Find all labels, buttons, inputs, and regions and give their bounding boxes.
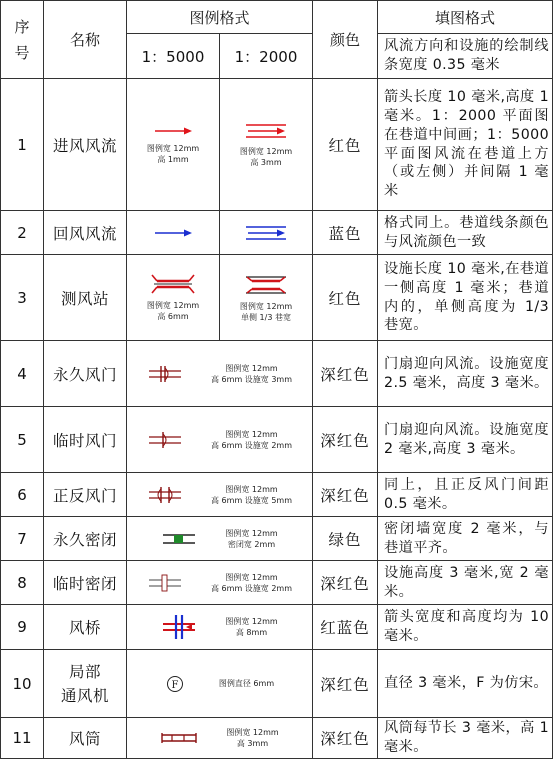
row-description: 箭头宽度和高度均为 10 毫米。 — [378, 605, 553, 650]
table-row — [1, 517, 553, 561]
table-row — [1, 605, 553, 650]
row-number: 9 — [1, 605, 44, 650]
row-number: 5 — [1, 407, 44, 473]
row-name: 风筒 — [44, 718, 127, 759]
row-number: 6 — [1, 473, 44, 517]
row-name: 风桥 — [44, 605, 127, 650]
row-number: 2 — [1, 211, 44, 255]
table-row — [1, 561, 553, 605]
row-description: 箭头长度 10 毫米,高度 1 毫米。1：2000 平面图在巷道中间画；1：5000 平面图风流在巷道上方（或左侧）并间隔 1 毫米 — [378, 79, 553, 211]
symbol-cell-merged — [127, 561, 313, 605]
table-row — [1, 407, 553, 473]
symbol-cell-2000 — [220, 255, 313, 341]
row-name: 进风风流 — [44, 79, 127, 211]
symbol-cell-merged — [127, 407, 313, 473]
table-row — [1, 255, 553, 341]
table-row — [1, 650, 553, 718]
svg-text:F: F — [171, 679, 179, 691]
row-description: 设施高度 3 毫米,宽 2 毫米。 — [378, 561, 553, 605]
measuring-station-icon — [151, 273, 195, 295]
measuring-station-large-icon — [244, 273, 288, 297]
permanent-seal-icon — [161, 531, 197, 547]
table-row — [1, 211, 553, 255]
row-name: 临时密闭 — [44, 561, 127, 605]
symbol-cell-5000 — [127, 255, 220, 341]
row-color: 绿色 — [313, 517, 378, 561]
blue-single-arrow-icon — [153, 227, 193, 239]
legend-caption: 图例宽 12mm 高 1mm — [146, 143, 200, 164]
row-color: 深红色 — [313, 473, 378, 517]
symbol-cell-2000 — [220, 79, 313, 211]
row-description: 风筒每节长 3 毫米，高 1 毫米。 — [378, 718, 553, 759]
header-fill-subtitle: 风流方向和设施的绘制线条宽度 0.35 毫米 — [378, 34, 553, 79]
row-name: 永久密闭 — [44, 517, 127, 561]
row-name: 临时风门 — [44, 407, 127, 473]
legend-caption: 图例宽 12mm 高 3mm — [239, 146, 293, 167]
header-scale-5000: 1：5000 — [127, 34, 220, 79]
symbol-cell-5000 — [127, 211, 220, 255]
symbol-cell-merged — [127, 650, 313, 718]
row-number: 7 — [1, 517, 44, 561]
reversible-air-door-icon — [147, 484, 183, 506]
row-color: 深红色 — [313, 407, 378, 473]
row-color: 红色 — [313, 79, 378, 211]
row-color: 红色 — [313, 255, 378, 341]
table-row — [1, 341, 553, 407]
legend-caption: 图例宽 12mm 单侧 1/3 巷宽 — [239, 301, 293, 322]
row-description: 设施长度 10 毫米,在巷道一侧高度 1 毫米；巷道内的，单侧高度为 1/3 巷宽。 — [378, 255, 553, 341]
symbol-cell-merged — [127, 517, 313, 561]
symbol-cell-5000 — [127, 79, 220, 211]
air-duct-icon — [160, 732, 198, 744]
symbol-cell-merged — [127, 473, 313, 517]
air-bridge-icon — [161, 613, 197, 641]
row-name: 测风站 — [44, 255, 127, 341]
legend-caption: 图例宽 12mm 高 8mm — [225, 617, 278, 637]
row-color: 蓝色 — [313, 211, 378, 255]
legend-caption: 图例宽 12mm 高 6mm — [146, 301, 200, 321]
row-color: 深红色 — [313, 341, 378, 407]
blue-triple-arrow-icon — [244, 224, 288, 242]
row-number: 10 — [1, 650, 44, 718]
row-number: 1 — [1, 79, 44, 211]
legend-caption: 图例直径 6mm — [218, 679, 275, 688]
legend-caption: 图例宽 12mm 高 6mm 设施宽 3mm — [211, 363, 292, 384]
header-legend-format: 图例格式 — [127, 1, 313, 34]
red-triple-arrow-icon — [244, 122, 288, 140]
row-description: 门扇迎向风流。设施宽度 2.5 毫米，高度 3 毫米。 — [378, 341, 553, 407]
legend-caption: 图例宽 12mm 高 6mm 设施宽 2mm — [211, 429, 292, 450]
header-color: 颜色 — [313, 1, 378, 79]
legend-caption: 图例宽 12mm 密闭宽 2mm — [225, 528, 278, 549]
row-number: 11 — [1, 718, 44, 759]
row-description: 直径 3 毫米，F 为仿宋。 — [378, 650, 553, 718]
row-name: 局部 通风机 — [44, 650, 127, 718]
legend-caption: 图例宽 12mm 高 3mm — [226, 728, 279, 748]
red-single-arrow-icon — [153, 125, 193, 137]
legend-caption: 图例宽 12mm 高 6mm 设施宽 5mm — [211, 484, 292, 505]
row-description: 同上，且正反风门间距 0.5 毫米。 — [378, 473, 553, 517]
row-color: 深红色 — [313, 650, 378, 718]
header-scale-2000: 1：2000 — [220, 34, 313, 79]
symbol-cell-merged — [127, 718, 313, 759]
row-description: 门扇迎向风流。设施宽度 2 毫米,高度 3 毫米。 — [378, 407, 553, 473]
row-description: 密闭墙宽度 2 毫米，与巷道平齐。 — [378, 517, 553, 561]
row-number: 3 — [1, 255, 44, 341]
row-color: 红蓝色 — [313, 605, 378, 650]
row-number: 8 — [1, 561, 44, 605]
table-row — [1, 718, 553, 759]
table-row — [1, 473, 553, 517]
temporary-seal-icon — [147, 572, 183, 594]
symbol-cell-merged — [127, 341, 313, 407]
header-seq: 序 号 — [1, 1, 44, 79]
permanent-air-door-icon — [147, 363, 183, 385]
row-name: 正反风门 — [44, 473, 127, 517]
header-fill-format: 填图格式 — [378, 1, 553, 34]
temporary-air-door-icon — [147, 429, 183, 451]
symbol-cell-2000 — [220, 211, 313, 255]
row-name: 回风风流 — [44, 211, 127, 255]
header-name: 名称 — [44, 1, 127, 79]
row-description: 格式同上。巷道线条颜色与风流颜色一致 — [378, 211, 553, 255]
row-name: 永久风门 — [44, 341, 127, 407]
legend-caption: 图例宽 12mm 高 6mm 设施宽 2mm — [211, 572, 292, 593]
table-row — [1, 79, 553, 211]
row-color: 深红色 — [313, 561, 378, 605]
symbol-cell-merged — [127, 605, 313, 650]
row-color: 深红色 — [313, 718, 378, 759]
local-fan-icon — [165, 674, 185, 694]
row-number: 4 — [1, 341, 44, 407]
